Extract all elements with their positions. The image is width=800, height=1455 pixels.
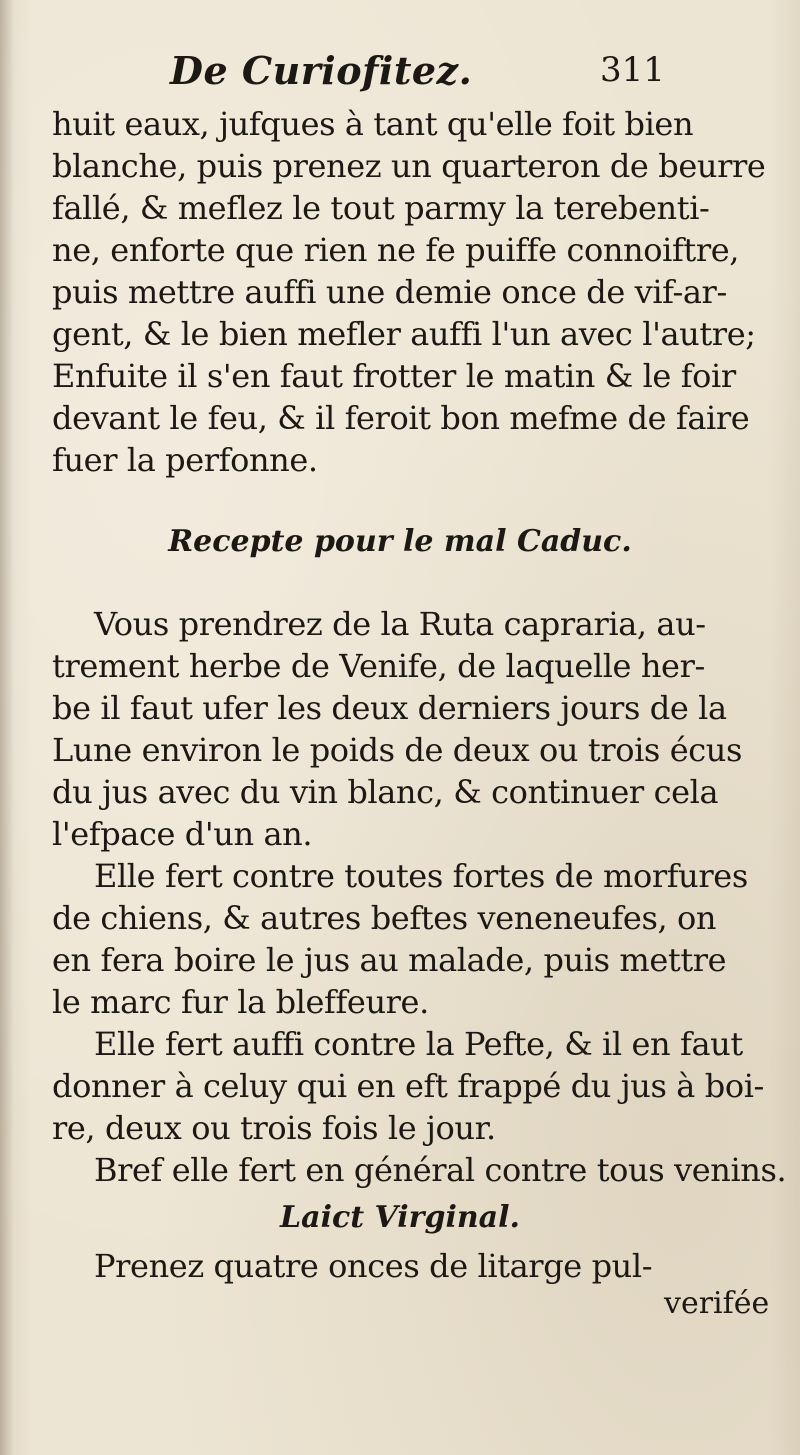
text-line: fuer la perfonne. bbox=[52, 441, 318, 479]
text-line: gent, & le bien mefler auffi l'un avec l'autre; bbox=[52, 315, 756, 353]
text-line: le marc fur la bleffeure. bbox=[52, 983, 429, 1021]
page-header bbox=[0, 48, 800, 108]
running-title: De Curiofitez. bbox=[170, 48, 473, 93]
text-line: Bref elle fert en général contre tous venins. bbox=[94, 1151, 787, 1189]
text-line: Vous prendrez de la Ruta capraria, au- bbox=[94, 605, 706, 643]
text-line: Prenez quatre onces de litarge pul- bbox=[94, 1247, 653, 1285]
section-heading: Laict Virginal. bbox=[280, 1200, 520, 1235]
text-line: huit eaux, jufques à tant qu'elle foit bien bbox=[52, 105, 694, 143]
text-line: puis mettre auffi une demie once de vif-ar- bbox=[52, 273, 727, 311]
text-line: Enfuite il s'en faut frotter le matin & le foir bbox=[52, 357, 736, 395]
text-line: be il faut ufer les deux derniers jours de la bbox=[52, 689, 727, 727]
text-line: ne, enforte que rien ne fe puiffe connoiftre, bbox=[52, 231, 740, 269]
text-line: re, deux ou trois fois le jour. bbox=[52, 1109, 496, 1147]
text-line: du jus avec du vin blanc, & continuer cela bbox=[52, 773, 719, 811]
text-line: fallé, & meflez le tout parmy la terebenti- bbox=[52, 189, 710, 227]
text-line: Lune environ le poids de deux ou trois écus bbox=[52, 731, 743, 769]
text-line: Elle fert contre toutes fortes de morfures bbox=[94, 857, 748, 895]
text-line: en fera boire le jus au malade, puis mettre bbox=[52, 941, 727, 979]
text-line: l'efpace d'un an. bbox=[52, 815, 313, 853]
text-line: devant le feu, & il feroit bon mefme de faire bbox=[52, 399, 750, 437]
text-line: de chiens, & autres beftes veneneufes, on bbox=[52, 899, 717, 937]
text-line: Elle fert auffi contre la Pefte, & il en faut bbox=[94, 1025, 743, 1063]
page-number: 311 bbox=[600, 50, 665, 90]
catchword: verifée bbox=[664, 1286, 770, 1321]
text-line: blanche, puis prenez un quarteron de beurre bbox=[52, 147, 766, 185]
text-line: donner à celuy qui en eft frappé du jus à boi- bbox=[52, 1067, 764, 1105]
text-line: trement herbe de Venife, de laquelle her- bbox=[52, 647, 705, 685]
section-heading: Recepte pour le mal Caduc. bbox=[168, 524, 632, 559]
